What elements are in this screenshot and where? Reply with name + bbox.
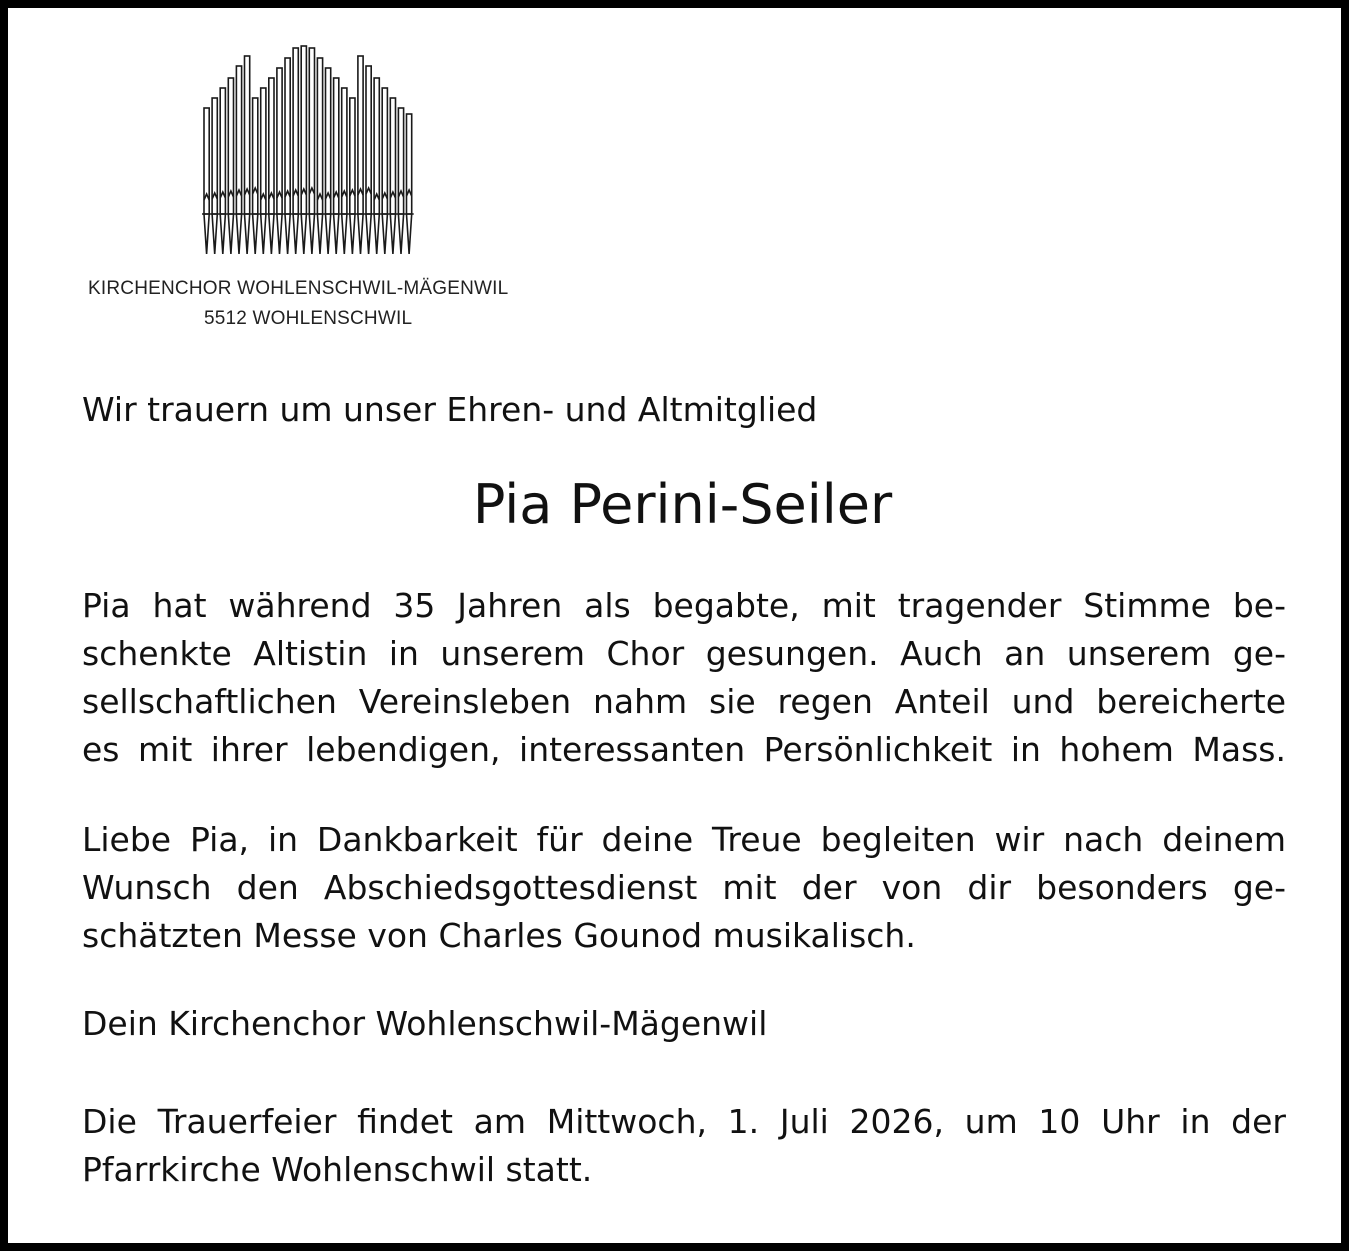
text-line: es mit ihrer lebendigen, interessanten Persönlichkeit in hohem Mass.: [82, 730, 1286, 769]
text-line: sellschaftlichen Vereinsleben nahm sie regen Anteil und bereicherte: [82, 682, 1286, 721]
text-line: Liebe Pia, in Dankbarkeit für deine Treue begleiten wir nach deinem: [82, 820, 1286, 859]
text-line: schenkte Altistin in unserem Chor gesungen. Auch an unserem ge-: [82, 634, 1286, 673]
intro-line: Wir trauern um unser Ehren- und Altmitglied: [82, 390, 818, 429]
text-line: Wunsch den Abschiedsgottesdienst mit der von dir besonders ge-: [82, 868, 1286, 907]
text-line: Die Trauerfeier findet am Mittwoch, 1. Juli 2026, um 10 Uhr in der: [82, 1102, 1286, 1141]
deceased-name: Pia Perini-Seiler: [472, 473, 893, 536]
tribute-paragraph: [82, 582, 1286, 774]
text-line: Pia hat während 35 Jahren als begabte, mit tragender Stimme be-: [82, 586, 1286, 625]
organization-name: KIRCHENCHOR WOHLENSCHWIL-MÄGENWIL: [88, 278, 509, 299]
signature: Dein Kirchenchor Wohlenschwil-Mägenwil: [82, 1004, 768, 1043]
farewell-paragraph: [82, 816, 1286, 960]
organ-pipes-icon: [198, 44, 422, 258]
organization-address: 5512 WOHLENSCHWIL: [204, 308, 413, 329]
service-notice: [82, 1098, 1286, 1194]
text-line: schätzten Messe von Charles Gounod musikalisch.: [82, 916, 916, 955]
text-line: Pfarrkirche Wohlenschwil statt.: [82, 1150, 593, 1189]
